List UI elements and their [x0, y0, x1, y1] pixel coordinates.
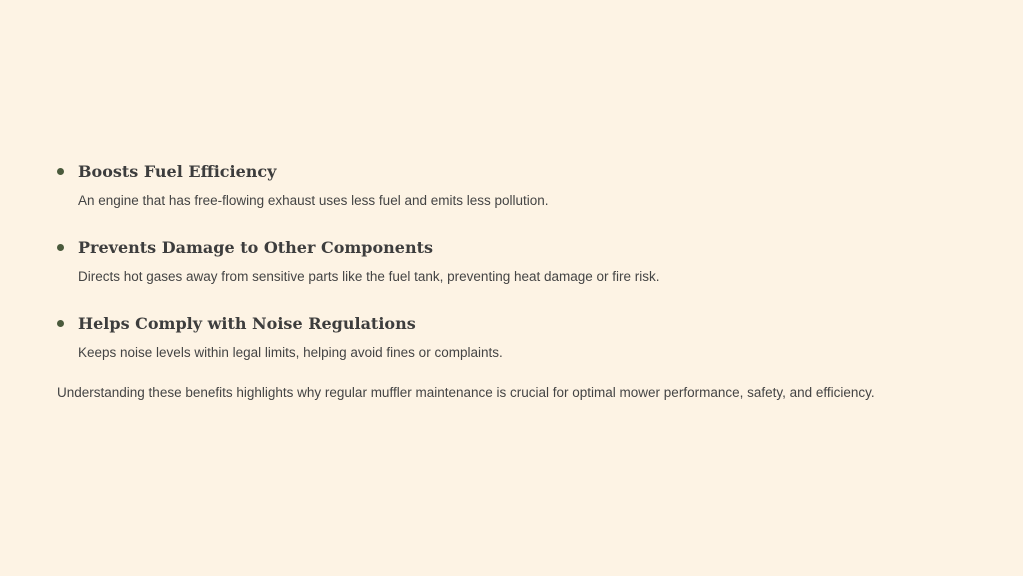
benefit-item-fuel-efficiency: [57, 158, 997, 211]
benefit-item-prevents-damage: [57, 234, 997, 287]
bullet-icon: [57, 320, 64, 327]
bullet-icon: [57, 168, 64, 175]
bullet-icon: [57, 244, 64, 251]
benefit-heading: Boosts Fuel Efficiency: [78, 162, 277, 181]
benefit-description: An engine that has free-flowing exhaust uses less fuel and emits less pollution.: [78, 193, 549, 208]
summary-paragraph: Understanding these benefits highlights why regular muffler maintenance is crucial for optimal mower performance, safety, and efficiency.: [57, 385, 875, 400]
benefit-item-noise-regulations: [57, 310, 997, 363]
benefit-list: [57, 158, 997, 363]
benefit-description: Keeps noise levels within legal limits, helping avoid fines or complaints.: [78, 345, 503, 360]
benefit-heading: Helps Comply with Noise Regulations: [78, 314, 416, 333]
benefit-heading: Prevents Damage to Other Components: [78, 238, 434, 257]
benefit-description: Directs hot gases away from sensitive parts like the fuel tank, preventing heat damage or fire risk.: [78, 269, 660, 284]
content-section: [57, 158, 997, 403]
